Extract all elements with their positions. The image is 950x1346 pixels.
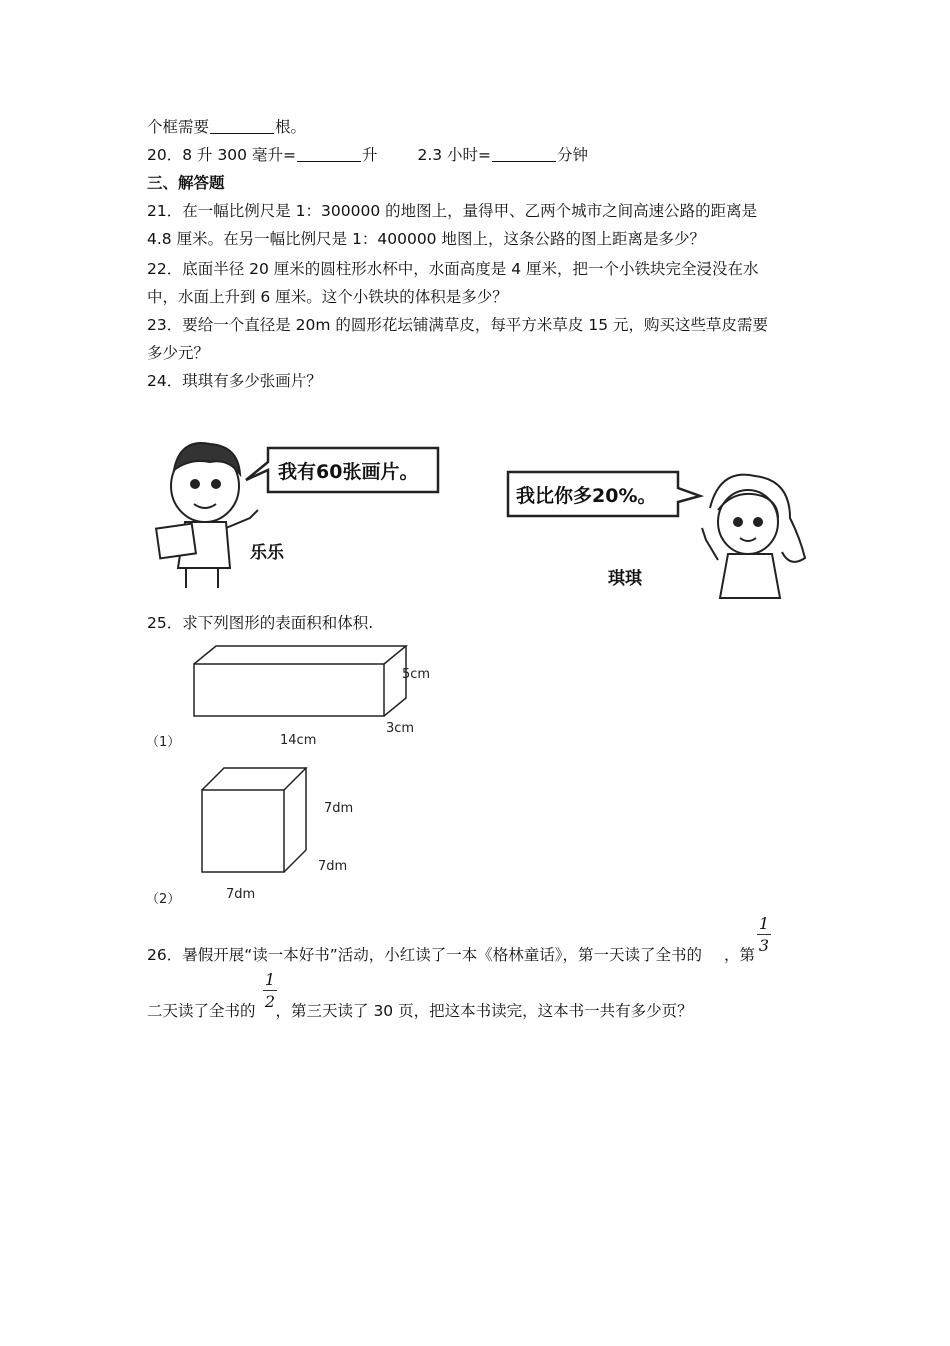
- q20-unit-b: 分钟: [557, 146, 589, 164]
- q20-number: 20．: [147, 146, 183, 164]
- frac1-denominator: 3: [758, 936, 770, 955]
- q21-line1: 21．在一幅比例尺是 1：300000 的地图上，量得甲、乙两个城市之间高速公路的距离是: [147, 202, 758, 220]
- q26-line2-text-a: 二天读了全书的: [147, 1002, 256, 1020]
- q25-figure-2-cube: [140, 760, 400, 910]
- fig1-depth-label: 3cm: [386, 721, 415, 736]
- fig2-depth-label: 7dm: [318, 859, 348, 874]
- q23-line1: 23．要给一个直径是 20m 的圆形花坛铺满草皮，每平方米草皮 15 元，购买这些草皮需要: [147, 316, 768, 334]
- q24-illustration: [150, 418, 810, 608]
- frac1-numerator: 1: [758, 914, 770, 933]
- q26-line1: [147, 944, 755, 966]
- section-3-heading: 三、解答题: [147, 174, 225, 192]
- qiqi-name: 琪琪: [608, 569, 642, 589]
- q26-line1-end: ，第: [724, 946, 756, 964]
- q21-line2: 4.8 厘米。在另一幅比例尺是 1：400000 地图上，这条公路的图上距离是多少？: [147, 230, 705, 248]
- q26-line1-text: 26．暑假开展“读一本好书”活动，小红读了一本《格林童话》，第一天读了全书的: [147, 946, 703, 964]
- lele-name: 乐乐: [250, 543, 284, 563]
- qiqi-girl-figure: [702, 475, 805, 598]
- q24-text: 24．琪琪有多少张画片？: [147, 372, 322, 390]
- q23-line2: 多少元？: [147, 344, 210, 362]
- q20-blank-b[interactable]: [492, 146, 556, 162]
- q20-part-b: 2.3 小时=: [417, 146, 492, 164]
- frac2-denominator: 2: [264, 992, 276, 1011]
- q22-line1: 22．底面半径 20 厘米的圆柱形水杯中，水面高度是 4 厘米，把一个小铁块完全浸没在水: [147, 260, 759, 278]
- q26-line2-text-b: ，第三天读了 30 页，把这本书读完，这本书一共有多少页？: [275, 1002, 693, 1020]
- q19-prefix: 个框需要: [147, 118, 210, 136]
- question-20: [147, 144, 588, 166]
- q19-answer-blank[interactable]: [210, 118, 274, 134]
- lele-boy-figure: [156, 443, 258, 588]
- frac2-numerator: 1: [264, 970, 276, 989]
- fig1-height-label: 5cm: [402, 667, 431, 682]
- fig2-height-label: 7dm: [324, 801, 354, 816]
- fig2-number-label: （2）: [146, 892, 181, 907]
- q25-text: 25．求下列图形的表面积和体积.: [147, 614, 374, 632]
- q25-figure-1-cuboid: [140, 640, 460, 752]
- frac2-bar: [263, 990, 277, 991]
- q20-blank-a[interactable]: [297, 146, 361, 162]
- q26-fraction-1: [757, 914, 771, 955]
- q22-line2: 中，水面上升到 6 厘米。这个小铁块的体积是多少？: [147, 288, 508, 306]
- q26-line2: [147, 1000, 693, 1022]
- q26-fraction-2: [263, 970, 277, 1011]
- q20-part-a: 8 升 300 毫升=: [182, 146, 296, 164]
- fig1-number-label: （1）: [146, 735, 181, 750]
- fig2-length-label: 7dm: [226, 887, 256, 902]
- qiqi-speech-text: 我比你多20%。: [516, 485, 657, 507]
- fig1-length-label: 14cm: [280, 733, 317, 748]
- frac1-bar: [757, 934, 771, 935]
- q19-tail: [147, 116, 306, 138]
- lele-speech-text: 我有60张画片。: [278, 461, 419, 483]
- q19-suffix: 根。: [275, 118, 307, 136]
- q20-unit-a: 升: [361, 146, 378, 164]
